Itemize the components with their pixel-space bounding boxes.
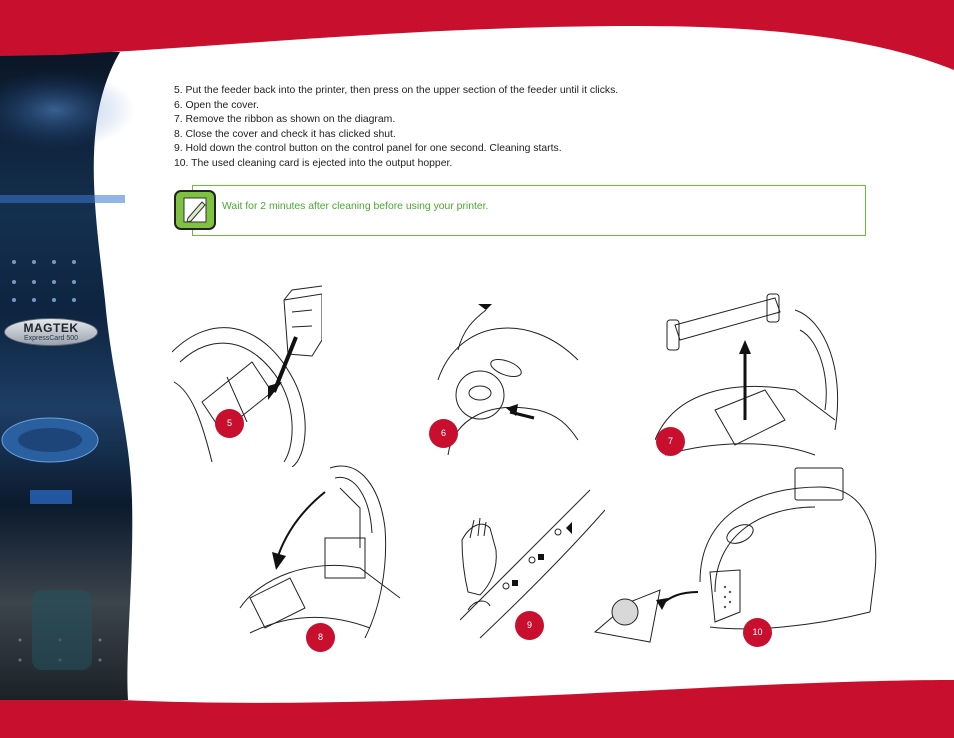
step-badge: 5 <box>215 409 244 438</box>
brand-name: MAGTEK <box>23 321 79 335</box>
step-badge: 9 <box>515 611 544 640</box>
step-item: 8. Close the cover and check it has clicked shut. <box>174 128 396 140</box>
printer-brand-badge <box>4 318 98 346</box>
step-item: 7. Remove the ribbon as shown on the diagram. <box>174 114 396 126</box>
feeder-insert-illustration <box>172 282 322 467</box>
step-item: 6. Open the cover. <box>174 99 259 111</box>
remove-ribbon-illustration <box>655 290 855 465</box>
step-item: 9. Hold down the control button on the control panel for one second. Cleaning starts. <box>174 143 562 155</box>
step-badge: 8 <box>306 623 335 652</box>
close-cover-illustration <box>230 448 405 648</box>
card-ejected-illustration <box>590 462 880 647</box>
note-text: Wait for 2 minutes after cleaning before using your printer. <box>222 201 489 212</box>
step-item: 5. Put the feeder back into the printer, then press on the upper section of the feeder until it clicks. <box>174 85 619 96</box>
instruction-steps <box>174 84 618 172</box>
step-item: 10. The used cleaning card is ejected into the output hopper. <box>174 157 453 169</box>
brand-model: ExpressCard 500 <box>23 335 79 342</box>
step-badge: 10 <box>743 618 772 647</box>
note-pencil-icon <box>174 190 216 230</box>
top-red-band <box>0 0 954 70</box>
step-badge: 6 <box>429 419 458 448</box>
step-badge: 7 <box>656 427 685 456</box>
bottom-red-band <box>0 680 954 738</box>
